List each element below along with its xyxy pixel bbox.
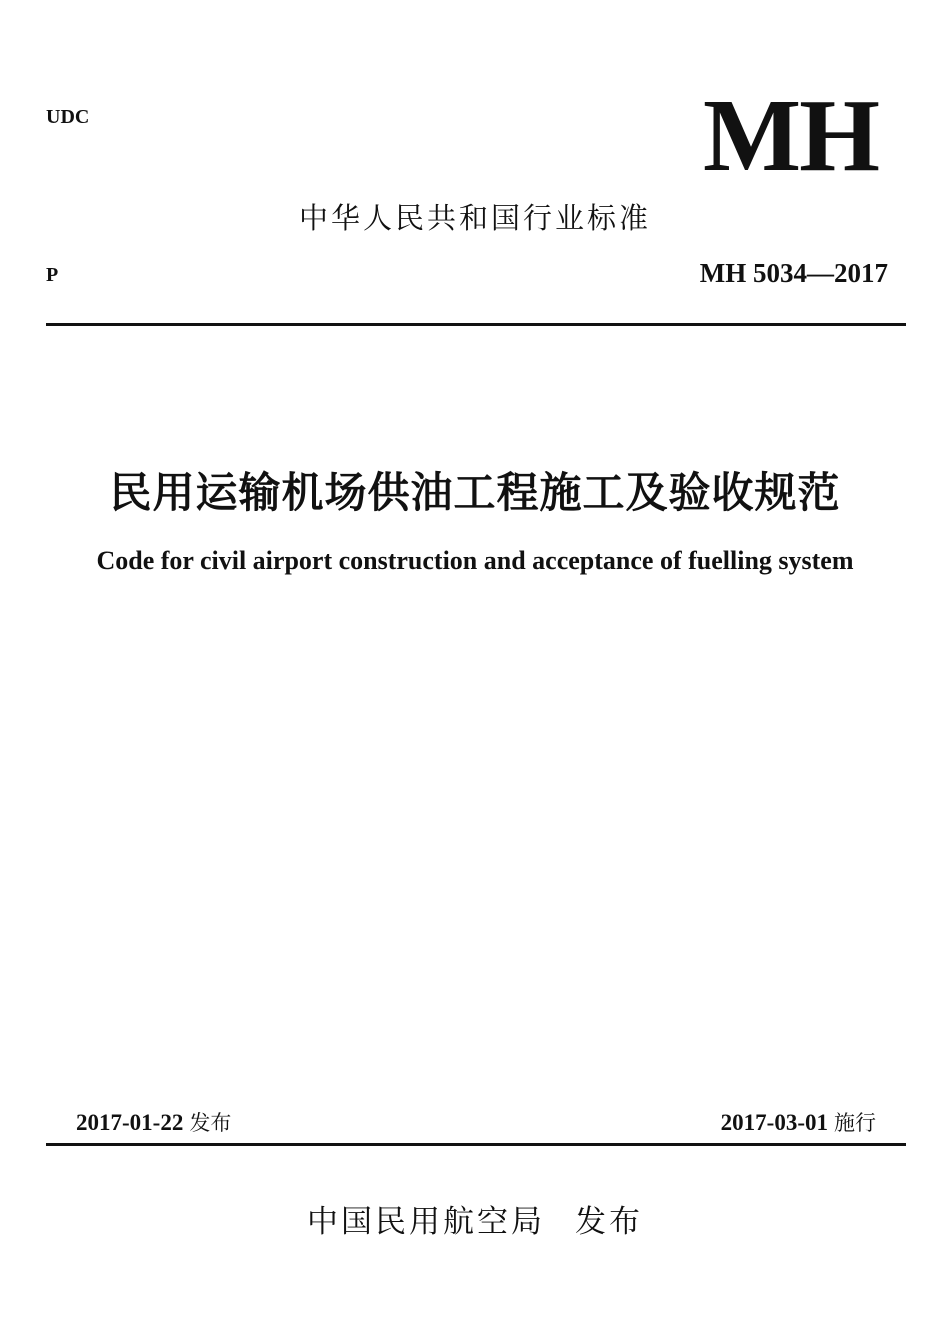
- issue-date: 2017-01-22: [76, 1110, 184, 1135]
- document-title-english: Code for civil airport construction and acceptance of fuelling system: [96, 546, 854, 575]
- industry-standard-title: 中华人民共和国行业标准: [298, 201, 651, 235]
- issue-label: 发布: [189, 1111, 232, 1135]
- standard-number: MH 5034—2017: [699, 258, 888, 288]
- udc-label: UDC: [46, 106, 90, 128]
- publisher-line: [0, 1196, 950, 1241]
- top-divider: [46, 323, 906, 326]
- category-code: P: [46, 264, 59, 286]
- implementation-label: 施行: [834, 1111, 876, 1135]
- publisher-action: 发布: [575, 1204, 643, 1240]
- implementation-date-block: [721, 1107, 876, 1137]
- document-title-chinese: 民用运输机场供油工程施工及验收规范: [109, 468, 841, 517]
- mh-logo: MH: [702, 78, 878, 193]
- implementation-date: 2017-03-01: [720, 1110, 828, 1135]
- issue-date-block: [76, 1107, 231, 1137]
- publisher-name: 中国民用航空局: [307, 1204, 545, 1240]
- bottom-divider: [46, 1143, 906, 1146]
